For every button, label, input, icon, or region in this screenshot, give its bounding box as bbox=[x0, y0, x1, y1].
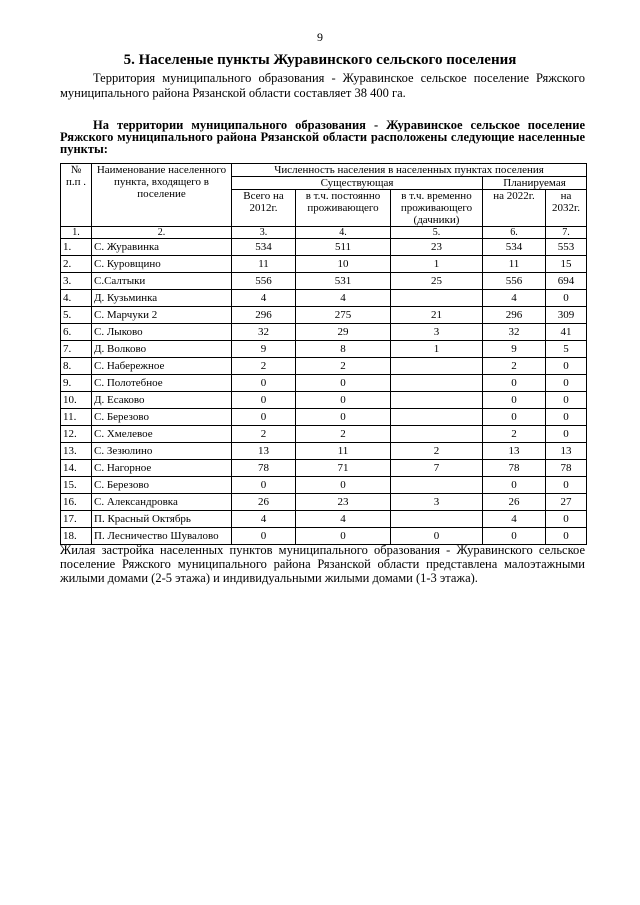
planned-2032: 553 bbox=[546, 239, 587, 256]
total-2012: 11 bbox=[232, 256, 296, 273]
row-number: 12. bbox=[61, 426, 92, 443]
permanent-residents: 0 bbox=[296, 409, 391, 426]
planned-2022: 9 bbox=[483, 341, 546, 358]
settlement-name: С. Березово bbox=[92, 477, 232, 494]
planned-2032: 0 bbox=[546, 477, 587, 494]
settlement-name: Д. Есаково bbox=[92, 392, 232, 409]
row-number: 17. bbox=[61, 511, 92, 528]
header-existing: Существующая bbox=[232, 177, 483, 190]
planned-2032: 0 bbox=[546, 511, 587, 528]
table-row bbox=[61, 443, 587, 460]
settlement-name: С. Набережное bbox=[92, 358, 232, 375]
total-2012: 0 bbox=[232, 477, 296, 494]
temporary-residents: 3 bbox=[391, 494, 483, 511]
total-2012: 0 bbox=[232, 392, 296, 409]
table-row bbox=[61, 528, 587, 545]
outro-paragraph: Жилая застройка населенных пунктов муниципального образования - Журавинского сельское поселение Ряжского муниципального района Рязанской области представлена малоэтажными жилыми домами (2-5 этажа) и индивидуальными жилыми домами (1-3 этажа). bbox=[60, 543, 585, 585]
temporary-residents: 21 bbox=[391, 307, 483, 324]
page-number: 9 bbox=[317, 30, 323, 44]
settlement-name: С. Журавинка bbox=[92, 239, 232, 256]
row-number: 15. bbox=[61, 477, 92, 494]
planned-2022: 13 bbox=[483, 443, 546, 460]
planned-2032: 5 bbox=[546, 341, 587, 358]
settlement-name: С. Лыково bbox=[92, 324, 232, 341]
settlement-name: С. Нагорное bbox=[92, 460, 232, 477]
permanent-residents: 23 bbox=[296, 494, 391, 511]
row-number: 1. bbox=[61, 239, 92, 256]
table-row bbox=[61, 511, 587, 528]
temporary-residents bbox=[391, 477, 483, 494]
planned-2032: 0 bbox=[546, 290, 587, 307]
column-index: 1. bbox=[61, 227, 92, 239]
row-number: 8. bbox=[61, 358, 92, 375]
planned-2022: 534 bbox=[483, 239, 546, 256]
table-row bbox=[61, 290, 587, 307]
planned-2022: 556 bbox=[483, 273, 546, 290]
table-row bbox=[61, 392, 587, 409]
settlement-name: С. Куровщино bbox=[92, 256, 232, 273]
permanent-residents: 2 bbox=[296, 358, 391, 375]
total-2012: 556 bbox=[232, 273, 296, 290]
planned-2032: 0 bbox=[546, 392, 587, 409]
total-2012: 32 bbox=[232, 324, 296, 341]
row-number: 10. bbox=[61, 392, 92, 409]
planned-2022: 32 bbox=[483, 324, 546, 341]
permanent-residents: 0 bbox=[296, 528, 391, 545]
row-number: 11. bbox=[61, 409, 92, 426]
row-number: 5. bbox=[61, 307, 92, 324]
planned-2022: 78 bbox=[483, 460, 546, 477]
planned-2022: 11 bbox=[483, 256, 546, 273]
permanent-residents: 2 bbox=[296, 426, 391, 443]
temporary-residents bbox=[391, 290, 483, 307]
permanent-residents: 8 bbox=[296, 341, 391, 358]
column-index: 5. bbox=[391, 227, 483, 239]
permanent-residents: 11 bbox=[296, 443, 391, 460]
settlement-name: Д. Волково bbox=[92, 341, 232, 358]
table-row bbox=[61, 494, 587, 511]
planned-2032: 309 bbox=[546, 307, 587, 324]
header-total-2012: Всего на 2012г. bbox=[232, 190, 296, 227]
total-2012: 534 bbox=[232, 239, 296, 256]
temporary-residents bbox=[391, 375, 483, 392]
header-planned: Планируемая bbox=[483, 177, 587, 190]
row-number: 18. bbox=[61, 528, 92, 545]
temporary-residents: 7 bbox=[391, 460, 483, 477]
table-row bbox=[61, 307, 587, 324]
row-number: 4. bbox=[61, 290, 92, 307]
total-2012: 4 bbox=[232, 511, 296, 528]
table-body bbox=[61, 227, 587, 545]
table-row bbox=[61, 341, 587, 358]
planned-2032: 13 bbox=[546, 443, 587, 460]
permanent-residents: 4 bbox=[296, 511, 391, 528]
temporary-residents: 25 bbox=[391, 273, 483, 290]
temporary-residents: 1 bbox=[391, 256, 483, 273]
planned-2032: 78 bbox=[546, 460, 587, 477]
total-2012: 2 bbox=[232, 426, 296, 443]
row-number: 3. bbox=[61, 273, 92, 290]
settlement-name: Д. Кузьминка bbox=[92, 290, 232, 307]
settlement-name: С. Полотебное bbox=[92, 375, 232, 392]
planned-2032: 0 bbox=[546, 426, 587, 443]
settlement-name: С. Марчуки 2 bbox=[92, 307, 232, 324]
row-number: 9. bbox=[61, 375, 92, 392]
planned-2032: 694 bbox=[546, 273, 587, 290]
table-row bbox=[61, 460, 587, 477]
temporary-residents: 2 bbox=[391, 443, 483, 460]
permanent-residents: 0 bbox=[296, 477, 391, 494]
settlement-name: П. Лесничество Шувалово bbox=[92, 528, 232, 545]
row-number: 16. bbox=[61, 494, 92, 511]
planned-2032: 41 bbox=[546, 324, 587, 341]
lead-paragraph: На территории муниципального образования - Журавинское сельское поселение Ряжского муниципального района Рязанской области расположены следующие населенные пункты: bbox=[60, 118, 585, 156]
planned-2022: 4 bbox=[483, 511, 546, 528]
planned-2032: 0 bbox=[546, 409, 587, 426]
settlement-name: П. Красный Октябрь bbox=[92, 511, 232, 528]
table-row bbox=[61, 477, 587, 494]
temporary-residents: 23 bbox=[391, 239, 483, 256]
row-number: 14. bbox=[61, 460, 92, 477]
table-row bbox=[61, 426, 587, 443]
header-2022: на 2022г. bbox=[483, 190, 546, 227]
table-row bbox=[61, 256, 587, 273]
permanent-residents: 511 bbox=[296, 239, 391, 256]
planned-2022: 0 bbox=[483, 477, 546, 494]
table-row bbox=[61, 273, 587, 290]
table-row bbox=[61, 409, 587, 426]
total-2012: 13 bbox=[232, 443, 296, 460]
header-temporary: в т.ч. временно проживающего (дачники) bbox=[391, 190, 483, 227]
settlement-name: С. Березово bbox=[92, 409, 232, 426]
total-2012: 78 bbox=[232, 460, 296, 477]
column-index-row bbox=[61, 227, 587, 239]
permanent-residents: 71 bbox=[296, 460, 391, 477]
planned-2022: 296 bbox=[483, 307, 546, 324]
settlement-name: С. Александровка bbox=[92, 494, 232, 511]
row-number: 13. bbox=[61, 443, 92, 460]
planned-2022: 26 bbox=[483, 494, 546, 511]
planned-2032: 0 bbox=[546, 358, 587, 375]
table-row bbox=[61, 324, 587, 341]
planned-2022: 0 bbox=[483, 409, 546, 426]
settlement-name: С. Хмелевое bbox=[92, 426, 232, 443]
planned-2022: 2 bbox=[483, 358, 546, 375]
temporary-residents bbox=[391, 409, 483, 426]
planned-2032: 15 bbox=[546, 256, 587, 273]
planned-2022: 0 bbox=[483, 375, 546, 392]
total-2012: 9 bbox=[232, 341, 296, 358]
column-index: 4. bbox=[296, 227, 391, 239]
population-table bbox=[60, 163, 587, 545]
total-2012: 0 bbox=[232, 375, 296, 392]
planned-2022: 4 bbox=[483, 290, 546, 307]
permanent-residents: 4 bbox=[296, 290, 391, 307]
section-title: 5. Населеные пункты Журавинского сельского поселения bbox=[123, 52, 517, 68]
planned-2022: 2 bbox=[483, 426, 546, 443]
permanent-residents: 29 bbox=[296, 324, 391, 341]
column-index: 2. bbox=[92, 227, 232, 239]
temporary-residents: 1 bbox=[391, 341, 483, 358]
row-number: 2. bbox=[61, 256, 92, 273]
planned-2022: 0 bbox=[483, 392, 546, 409]
total-2012: 26 bbox=[232, 494, 296, 511]
planned-2032: 27 bbox=[546, 494, 587, 511]
header-2032: на 2032г. bbox=[546, 190, 587, 227]
table-row bbox=[61, 358, 587, 375]
row-number: 7. bbox=[61, 341, 92, 358]
total-2012: 2 bbox=[232, 358, 296, 375]
permanent-residents: 275 bbox=[296, 307, 391, 324]
temporary-residents bbox=[391, 392, 483, 409]
column-index: 6. bbox=[483, 227, 546, 239]
planned-2022: 0 bbox=[483, 528, 546, 545]
permanent-residents: 10 bbox=[296, 256, 391, 273]
temporary-residents: 0 bbox=[391, 528, 483, 545]
table-row bbox=[61, 375, 587, 392]
total-2012: 0 bbox=[232, 409, 296, 426]
header-population: Численность населения в населенных пунктах поселения bbox=[232, 164, 587, 177]
planned-2032: 0 bbox=[546, 375, 587, 392]
temporary-residents bbox=[391, 426, 483, 443]
table-row bbox=[61, 239, 587, 256]
header-permanent: в т.ч. постоянно проживающего bbox=[296, 190, 391, 227]
permanent-residents: 0 bbox=[296, 375, 391, 392]
row-number: 6. bbox=[61, 324, 92, 341]
permanent-residents: 0 bbox=[296, 392, 391, 409]
header-name: Наименование населенного пункта, входящего в поселение bbox=[92, 164, 232, 227]
column-index: 7. bbox=[546, 227, 587, 239]
total-2012: 296 bbox=[232, 307, 296, 324]
total-2012: 4 bbox=[232, 290, 296, 307]
temporary-residents: 3 bbox=[391, 324, 483, 341]
temporary-residents bbox=[391, 511, 483, 528]
column-index: 3. bbox=[232, 227, 296, 239]
total-2012: 0 bbox=[232, 528, 296, 545]
permanent-residents: 531 bbox=[296, 273, 391, 290]
intro-paragraph: Территория муниципального образования - Журавинское сельское поселение Ряжского муниципального района Рязанской области составляет 38 400 га. bbox=[60, 71, 585, 100]
settlement-name: С.Салтыки bbox=[92, 273, 232, 290]
header-number: № п.п . bbox=[61, 164, 92, 227]
planned-2032: 0 bbox=[546, 528, 587, 545]
settlement-name: С. Зезюлино bbox=[92, 443, 232, 460]
temporary-residents bbox=[391, 358, 483, 375]
